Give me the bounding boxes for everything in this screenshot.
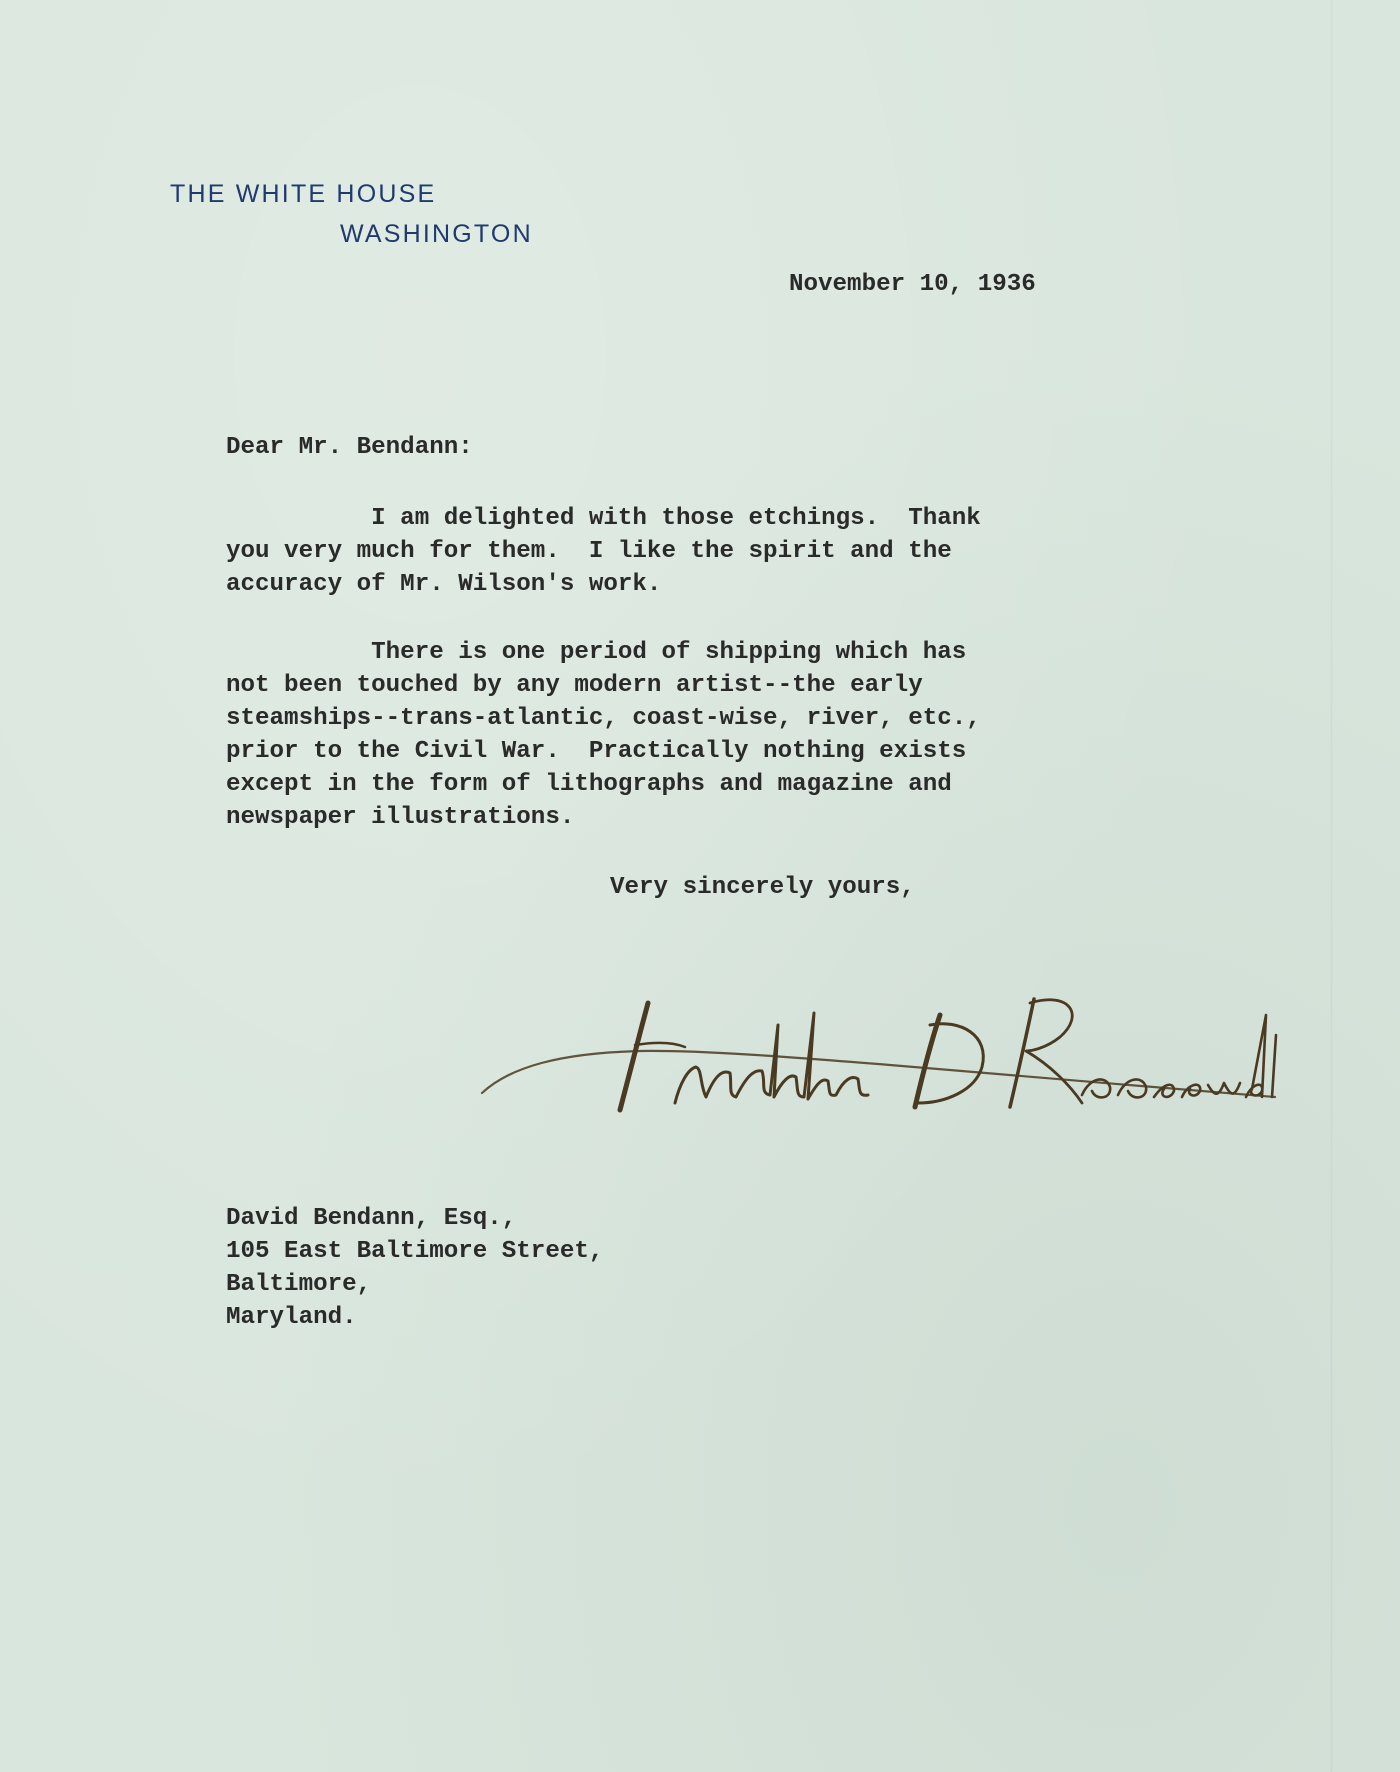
- body-paragraph-1: I am delighted with those etchings. Thank you very much for them. I like the spirit and the accuracy of Mr. Wilson's work.: [226, 505, 981, 598]
- letterhead-city: WASHINGTON: [340, 220, 533, 248]
- handwritten-signature: [470, 985, 1290, 1135]
- recipient-address: David Bendann, Esq., 105 East Baltimore Street, Baltimore, Maryland.: [226, 1205, 604, 1331]
- letter-date: November 10, 1936: [789, 271, 1036, 298]
- closing: Very sincerely yours,: [610, 874, 915, 901]
- paper-fold-shadow: [1330, 0, 1333, 1772]
- letterhead-title: THE WHITE HOUSE: [170, 180, 437, 208]
- salutation: Dear Mr. Bendann:: [226, 434, 473, 461]
- body-paragraph-2: There is one period of shipping which has not been touched by any modern artist--the early steamships--trans-atlantic, coast-wise, river, etc., prior to the Civil War. Practically nothing exists except in the form of lithographs and magazine and newspaper illustrations.: [226, 639, 981, 831]
